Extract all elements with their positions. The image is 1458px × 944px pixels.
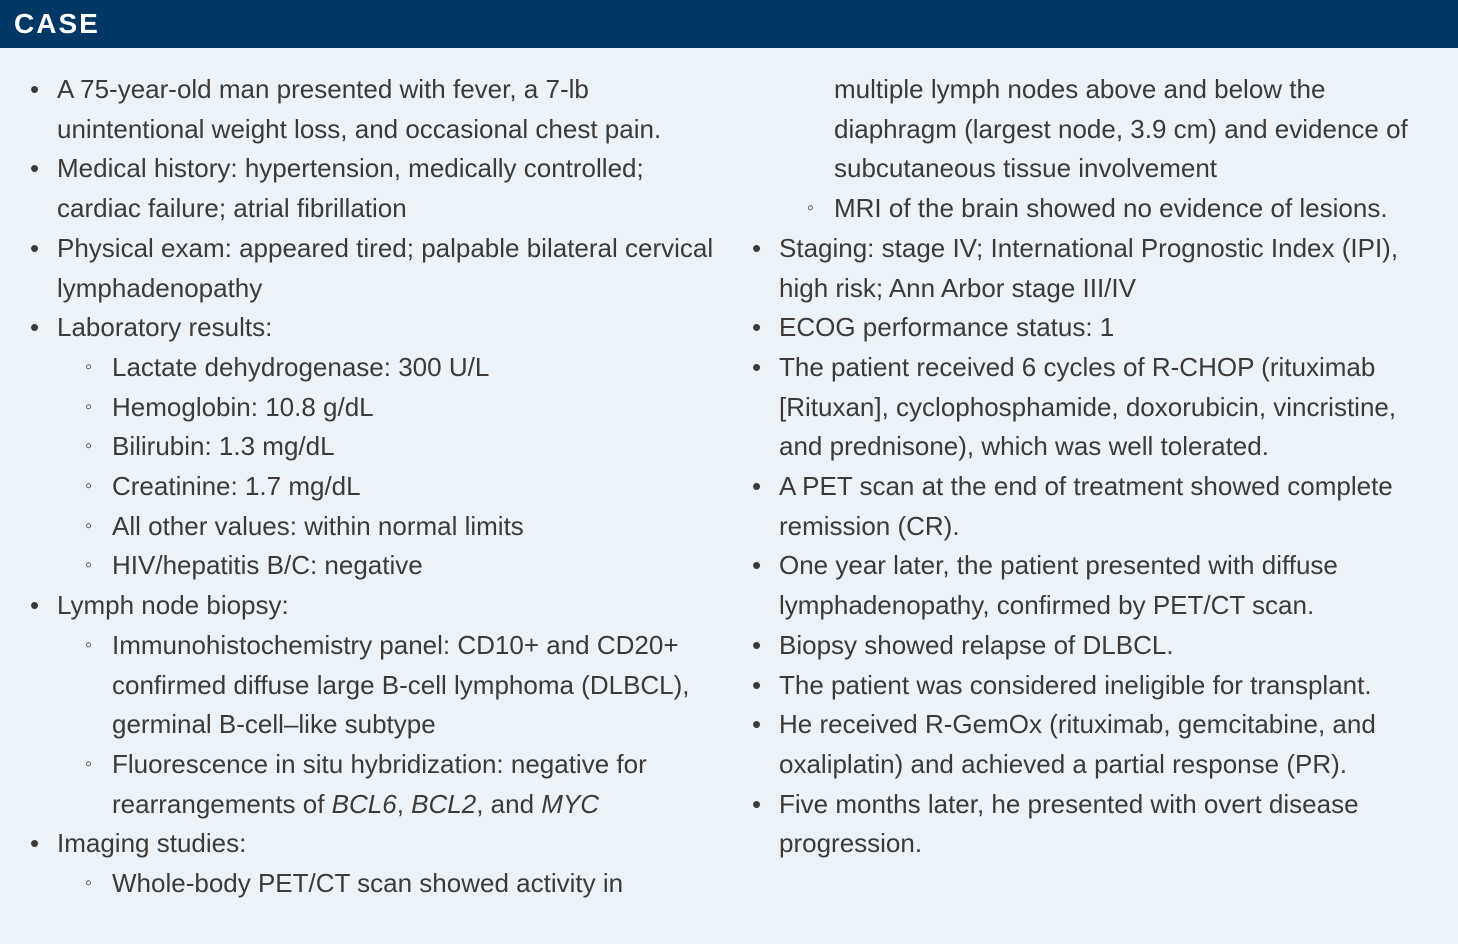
case-header bbox=[0, 0, 1458, 48]
gene-name: BCL2 bbox=[411, 788, 477, 819]
bullet-icon: • bbox=[752, 709, 762, 740]
sub-bullet-icon: ◦ bbox=[85, 633, 93, 656]
case-title: CASE bbox=[14, 8, 100, 39]
bullet-icon: • bbox=[30, 312, 40, 343]
sub-list-item: ◦ MRI of the brain showed no evidence of lesions. bbox=[752, 189, 1442, 229]
list-item: • Lymph node biopsy: bbox=[30, 586, 720, 626]
sub-bullet-icon: ◦ bbox=[85, 475, 93, 498]
list-item: • Medical history: hypertension, medically controlled; cardiac failure; atrial fibrillation bbox=[30, 149, 720, 228]
sub-bullet-icon: ◦ bbox=[807, 197, 815, 220]
bullet-icon: • bbox=[752, 312, 762, 343]
list-item: • Five months later, he presented with overt disease progression. bbox=[752, 785, 1442, 864]
list-item: • The patient was considered ineligible for transplant. bbox=[752, 666, 1442, 706]
sub-list-item: ◦ Immunohistochemistry panel: CD10+ and CD20+ confirmed diffuse large B-cell lymphoma (DLBCL), germinal B-cell–like subtype bbox=[30, 626, 720, 745]
list-item: • The patient received 6 cycles of R-CHOP (rituximab [Rituxan], cyclophosphamide, doxorubicin, vincristine, and prednisone), which was well tolerated. bbox=[752, 348, 1442, 467]
fish-text: Fluorescence in situ hybridization: negative for rearrangements of BCL6, BCL2, and MYC bbox=[112, 748, 647, 819]
list-item: • Laboratory results: bbox=[30, 308, 720, 348]
list-item: • A PET scan at the end of treatment showed complete remission (CR). bbox=[752, 467, 1442, 546]
bullet-icon: • bbox=[30, 153, 40, 184]
right-column bbox=[752, 70, 1442, 864]
bullet-icon: • bbox=[752, 629, 762, 660]
list-item: • A 75-year-old man presented with fever, a 7-lb unintentional weight loss, and occasional chest pain. bbox=[30, 70, 720, 149]
list-item: • Physical exam: appeared tired; palpable bilateral cervical lymphadenopathy bbox=[30, 229, 720, 308]
bullet-icon: • bbox=[752, 669, 762, 700]
sub-bullet-icon: ◦ bbox=[85, 752, 93, 775]
sub-bullet-icon: ◦ bbox=[85, 514, 93, 537]
sub-bullet-icon: ◦ bbox=[85, 355, 93, 378]
sub-list-item bbox=[30, 745, 720, 824]
sub-bullet-icon: ◦ bbox=[85, 435, 93, 458]
bullet-icon: • bbox=[752, 550, 762, 581]
sub-list-item: ◦ All other values: within normal limits bbox=[30, 507, 720, 547]
sub-list-item: ◦ Whole-body PET/CT scan showed activity in bbox=[30, 864, 720, 904]
sub-list-item-continued: multiple lymph nodes above and below the diaphragm (largest node, 3.9 cm) and evidence of subcutaneous tissue involvement bbox=[834, 74, 1408, 184]
sub-list-item: ◦ Hemoglobin: 10.8 g/dL bbox=[30, 388, 720, 428]
bullet-icon: • bbox=[752, 471, 762, 502]
sub-bullet-icon: ◦ bbox=[85, 395, 93, 418]
list-item: • He received R-GemOx (rituximab, gemcitabine, and oxaliplatin) and achieved a partial response (PR). bbox=[752, 705, 1442, 784]
left-column bbox=[30, 70, 720, 904]
list-item: • Imaging studies: bbox=[30, 824, 720, 864]
sub-list-item: ◦ Lactate dehydrogenase: 300 U/L bbox=[30, 348, 720, 388]
list-item: • ECOG performance status: 1 bbox=[752, 308, 1442, 348]
sub-bullet-icon: ◦ bbox=[85, 554, 93, 577]
bullet-icon: • bbox=[30, 590, 40, 621]
case-content bbox=[0, 48, 1458, 944]
sub-list-item: ◦ Bilirubin: 1.3 mg/dL bbox=[30, 427, 720, 467]
bullet-icon: • bbox=[30, 828, 40, 859]
gene-name: BCL6 bbox=[331, 788, 397, 819]
gene-name: MYC bbox=[541, 788, 600, 819]
list-item: • Biopsy showed relapse of DLBCL. bbox=[752, 626, 1442, 666]
sub-bullet-icon: ◦ bbox=[85, 872, 93, 895]
bullet-icon: • bbox=[30, 74, 40, 104]
sub-list-item: ◦ Creatinine: 1.7 mg/dL bbox=[30, 467, 720, 507]
bullet-icon: • bbox=[30, 232, 40, 263]
list-item: • Staging: stage IV; International Prognostic Index (IPI), high risk; Ann Arbor stage III/IV bbox=[752, 229, 1442, 308]
bullet-icon: • bbox=[752, 351, 762, 382]
bullet-icon: • bbox=[752, 232, 762, 263]
bullet-icon: • bbox=[752, 788, 762, 819]
sub-list-item: ◦ HIV/hepatitis B/C: negative bbox=[30, 546, 720, 586]
list-item: • One year later, the patient presented with diffuse lymphadenopathy, confirmed by PET/CT scan. bbox=[752, 546, 1442, 625]
